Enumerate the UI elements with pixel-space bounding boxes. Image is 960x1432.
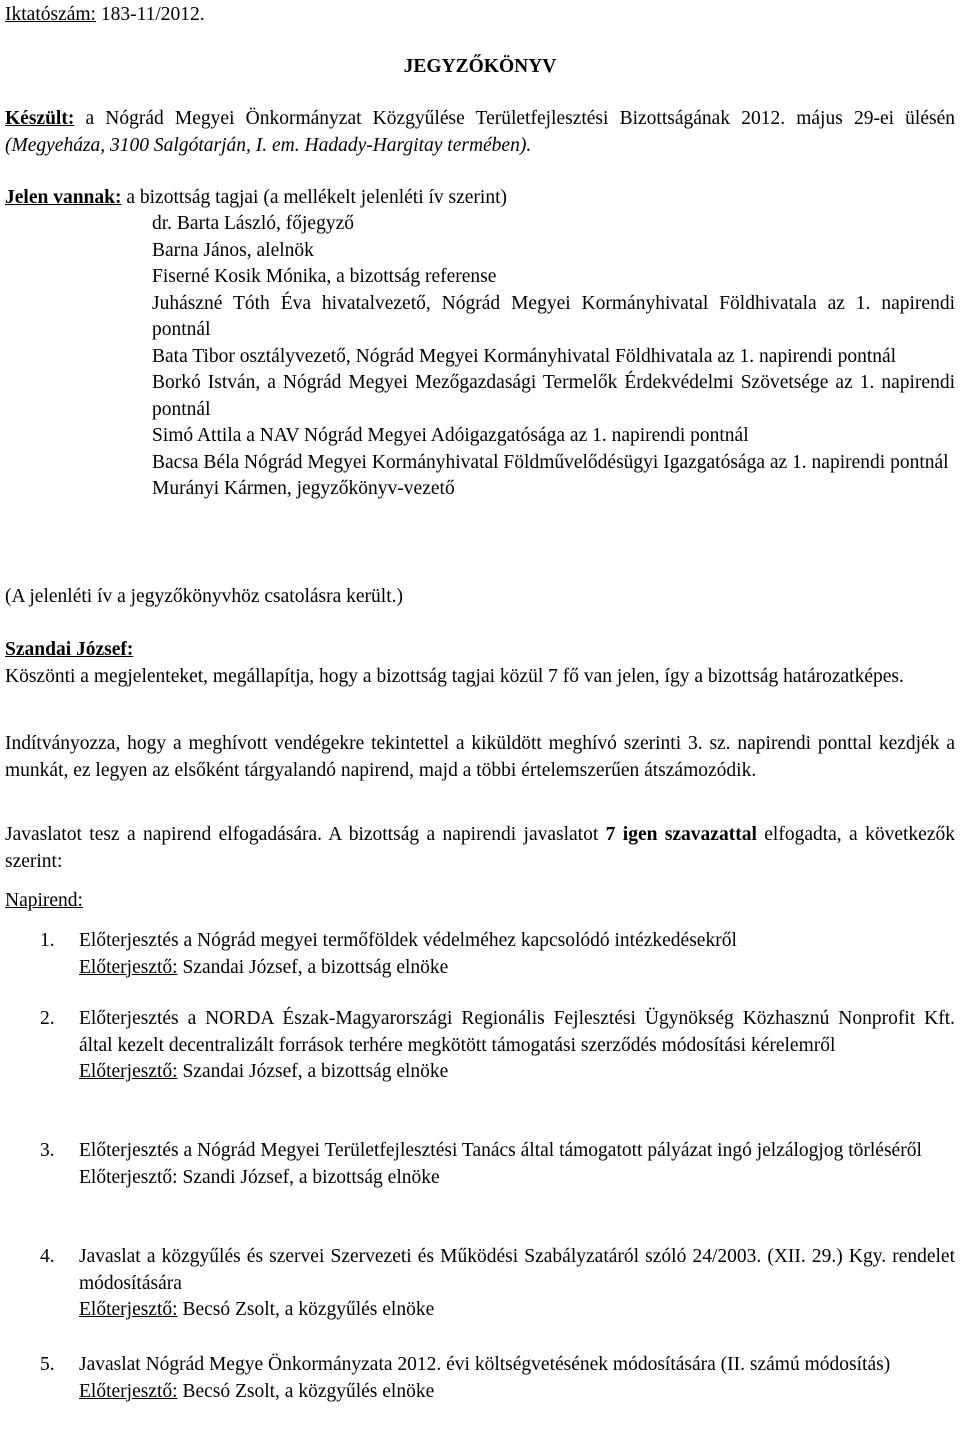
presenter-label: Előterjesztő: (79, 1166, 178, 1188)
agenda-number: 2. (40, 1008, 55, 1029)
jelen-label: Jelen vannak: (5, 187, 122, 208)
presenter-name: Szandai József, a bizottság elnöke (177, 956, 449, 978)
keszult-label: Készült: (5, 108, 75, 129)
iktato-value: 183-11/2012. (100, 4, 205, 25)
agenda-number: 5. (40, 1354, 55, 1375)
presenter-name: Szandi József, a bizottság elnöke (177, 1166, 440, 1188)
agenda-number: 4. (40, 1246, 55, 1267)
document-title: JEGYZŐKÖNYV (403, 56, 557, 77)
presenter-label: Előterjesztő: (79, 1061, 178, 1082)
attendee: Borkó István, a Nógrád Megyei Mezőgazdasági Termelők Érdekvédelmi Szövetsége az 1. napirendi pontnál (152, 372, 955, 420)
iktato-line (5, 2, 205, 29)
attendee: Simó Attila a NAV Nógrád Megyei Adóigazgatósága az 1. napirendi pontnál (152, 425, 749, 446)
jelen-paragraph (5, 185, 955, 212)
agenda-item (79, 1006, 955, 1086)
attendee: Juhászné Tóth Éva hivatalvezető, Nógrád Megyei Kormányhivatal Földhivatala az 1. napirendi pontnál (152, 292, 955, 340)
attendee: Barna János, alelnök (152, 239, 314, 261)
vote-result: 7 igen szavazattal (605, 824, 757, 845)
agenda-presenter (79, 955, 955, 982)
agenda-item-text: Előterjesztés a Nógrád Megyei Területfejlesztési Tanács által támogatott pályázat ingó jelzálogjog törléséről (79, 1140, 922, 1161)
presenter-name: Becsó Zsolt, a közgyűlés elnöke (177, 1299, 435, 1320)
agenda-item-text: Előterjesztés a NORDA Észak-Magyarországi Regionális Fejlesztési Ügynökség Közhasznú Nonprofit Kft. által kezelt decentralizált források terhére megkötött támogatási szerződés módosítási kérelemről (79, 1008, 955, 1056)
keszult-location: (Megyeháza, 3100 Salgótarján, I. em. Hadady-Hargitay termében). (5, 134, 532, 156)
agenda-item (79, 1138, 955, 1191)
agenda-item (79, 1244, 955, 1324)
presenter-label: Előterjesztő: (79, 1380, 178, 1402)
agenda-item (79, 1352, 955, 1405)
presenter-label: Előterjesztő: (79, 956, 178, 978)
speaker-paragraph-1: Köszönti a megjelenteket, megállapítja, hogy a bizottság tagjai közül 7 fő van jelen, így a bizottság határozatképes. (5, 666, 904, 687)
jelen-text: a bizottság tagjai (a mellékelt jelenléti ív szerint) (121, 187, 507, 208)
vote-text: Javaslatot tesz a napirend elfogadására. A bizottság a napirendi javaslatot (5, 824, 606, 845)
presenter-label: Előterjesztő: (79, 1299, 178, 1320)
agenda-presenter (79, 1059, 955, 1086)
agenda-item (79, 928, 955, 981)
agenda-presenter (79, 1165, 955, 1192)
speaker-name: Szandai József: (5, 639, 134, 660)
vote-text-end: elfogadta, a következők szerint: (5, 824, 955, 872)
iktato-label: Iktatószám: (5, 4, 96, 25)
napirend-label: Napirend: (5, 890, 83, 911)
agenda-presenter (79, 1297, 955, 1324)
keszult-paragraph (5, 106, 955, 159)
attendee-list (152, 211, 955, 503)
agenda-item-text: Előterjesztés a Nógrád megyei termőföldek védelméhez kapcsolódó intézkedésekről (79, 930, 737, 951)
speaker-paragraph-3 (5, 822, 955, 875)
attendee: Fiserné Kosik Mónika, a bizottság referense (152, 266, 497, 287)
agenda-item-text: Javaslat Nógrád Megye Önkormányzata 2012. évi költségvetésének módosítására (II. számú módosítás) (79, 1354, 891, 1375)
presenter-name: Szandai József, a bizottság elnöke (177, 1061, 449, 1082)
agenda-number: 3. (40, 1140, 55, 1161)
attendee: dr. Barta László, főjegyző (152, 213, 354, 234)
attendee: Bata Tibor osztályvezető, Nógrád Megyei Kormányhivatal Földhivatala az 1. napirendi pontnál (152, 345, 897, 367)
agenda-item-text: Javaslat a közgyűlés és szervei Szervezeti és Működési Szabályzatáról szóló 24/2003. (XII. 29.) Kgy. rendelet módosítására (79, 1246, 955, 1294)
agenda-presenter (79, 1379, 955, 1406)
agenda-number: 1. (40, 930, 55, 951)
presenter-name: Becsó Zsolt, a közgyűlés elnöke (177, 1380, 435, 1402)
attendee: Bacsa Béla Nógrád Megyei Kormányhivatal Földművelődésügyi Igazgatósága az 1. napirendi pontnál (152, 451, 949, 473)
attendee: Murányi Kármen, jegyzőkönyv-vezető (152, 478, 455, 499)
keszult-text: a Nógrád Megyei Önkormányzat Közgyűlése Területfejlesztési Bizottságának 2012. május 29-ei ülésén (74, 108, 955, 129)
speaker-paragraph-2: Indítványozza, hogy a meghívott vendégekre tekintettel a kiküldött meghívó szerinti 3. sz. napirendi ponttal kezdjék a munkát, ez legyen az elsőként tárgyalandó napirend, majd a többi értelemszerűen átszámozódik. (5, 733, 955, 781)
attendance-note: (A jelenléti ív a jegyzőkönyvhöz csatolásra került.) (5, 586, 403, 607)
